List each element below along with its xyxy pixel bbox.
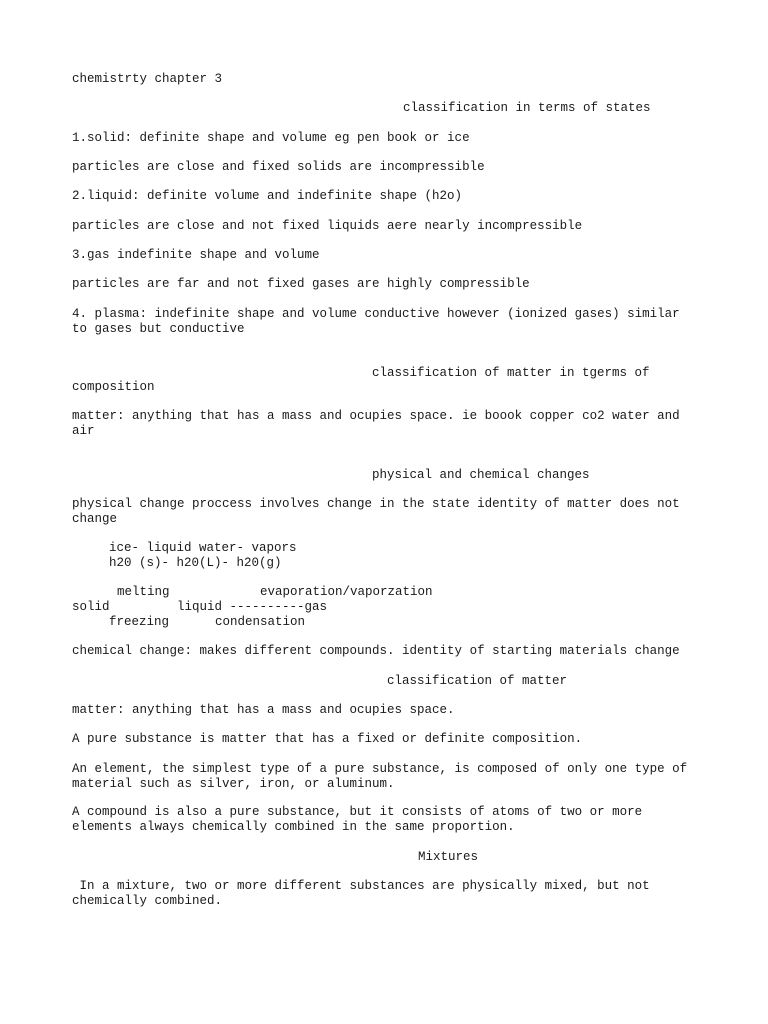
diagram-label-solid: solid: [72, 600, 110, 614]
diagram-label-condensation: condensation: [215, 615, 306, 629]
section-heading-mixtures: Mixtures: [418, 850, 479, 864]
diagram-label-liquid-gas: liquid ----------gas: [177, 600, 328, 614]
list-item: A compound is also a pure substance, but it consists of atoms of two or more elements always chemically combined in the same proportion.: [72, 805, 650, 834]
section-heading-classification: classification of matter: [387, 674, 568, 688]
list-item: An element, the simplest type of a pure substance, is composed of only one type of material such as silver, iron, or aluminum.: [72, 762, 695, 791]
list-item: 1.solid: definite shape and volume eg pen book or ice: [72, 131, 470, 145]
example-line: ice- liquid water- vapors: [109, 541, 297, 555]
section-heading-states: classification in terms of states: [403, 101, 651, 115]
section-heading-composition-cont: composition: [72, 380, 155, 394]
document-title: chemistrty chapter 3: [72, 72, 223, 86]
list-item: 2.liquid: definite volume and indefinite shape (h2o): [72, 189, 463, 203]
example-line: h20 (s)- h20(L)- h20(g): [109, 556, 282, 570]
paragraph-matter: matter: anything that has a mass and ocupies space. ie boook copper co2 water and air: [72, 409, 688, 438]
diagram-label-melting: melting: [117, 585, 170, 599]
diagram-label-evaporation: evaporation/vaporzation: [260, 585, 433, 599]
list-item: matter: anything that has a mass and ocupies space.: [72, 703, 455, 717]
list-item: particles are far and not fixed gases are highly compressible: [72, 277, 530, 291]
paragraph-chemical-change: chemical change: makes different compounds. identity of starting materials change: [72, 644, 680, 658]
list-item: particles are close and fixed solids are incompressible: [72, 160, 485, 174]
paragraph-physical-change: physical change proccess involves change in the state identity of matter does not change: [72, 497, 688, 526]
diagram-label-freezing: freezing: [109, 615, 170, 629]
list-item: A pure substance is matter that has a fixed or definite composition.: [72, 732, 583, 746]
section-heading-changes: physical and chemical changes: [372, 468, 590, 482]
paragraph-mixture: In a mixture, two or more different substances are physically mixed, but not chemically combined.: [72, 879, 658, 908]
list-item: 3.gas indefinite shape and volume: [72, 248, 320, 262]
list-item: 4. plasma: indefinite shape and volume conductive however (ionized gases) similar to gases but conductive: [72, 307, 688, 336]
list-item: particles are close and not fixed liquids aere nearly incompressible: [72, 219, 583, 233]
section-heading-composition: classification of matter in tgerms of: [372, 366, 650, 380]
